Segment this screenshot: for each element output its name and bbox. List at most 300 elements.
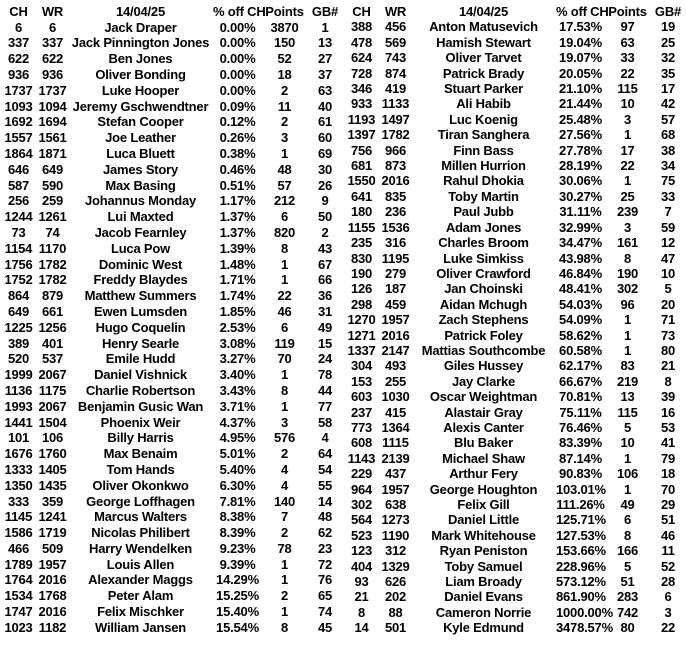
cell: Toby Martin bbox=[448, 188, 519, 204]
cell: 1190 bbox=[381, 527, 410, 543]
cell: 43 bbox=[317, 240, 333, 256]
table-row bbox=[0, 414, 343, 430]
cell: 22 bbox=[620, 158, 635, 174]
table-row bbox=[343, 81, 686, 96]
cell: 3.08% bbox=[219, 335, 256, 351]
cell: 0.12% bbox=[219, 114, 256, 130]
cell: 337 bbox=[7, 35, 30, 51]
cell: Toby Samuel bbox=[444, 558, 523, 574]
cell: 18 bbox=[660, 466, 676, 482]
cell: 1864 bbox=[4, 145, 33, 161]
cell: 1094 bbox=[38, 98, 67, 114]
cell: 90.83% bbox=[559, 466, 602, 482]
cell: 1.37% bbox=[219, 209, 256, 225]
table-row bbox=[0, 241, 343, 257]
cell: 936 bbox=[41, 66, 64, 82]
cell: 401 bbox=[41, 335, 64, 351]
cell: 333 bbox=[7, 493, 30, 509]
cell: 590 bbox=[41, 177, 64, 193]
cell: 52 bbox=[660, 558, 676, 574]
cell: 180 bbox=[350, 204, 373, 220]
cell: 8 bbox=[280, 382, 289, 398]
cell: 1782 bbox=[38, 256, 67, 272]
cell: Max Basing bbox=[105, 177, 176, 193]
cell: 28.19% bbox=[559, 158, 602, 174]
table-row bbox=[0, 304, 343, 320]
cell: 30.27% bbox=[559, 188, 602, 204]
table-row bbox=[0, 493, 343, 509]
cell: 6 bbox=[280, 209, 289, 225]
cell: 1789 bbox=[4, 556, 33, 572]
cell: 51 bbox=[620, 574, 635, 590]
cell: 1747 bbox=[4, 604, 33, 620]
cell: 415 bbox=[384, 404, 407, 420]
cell: 1271 bbox=[347, 327, 376, 343]
cell: 622 bbox=[7, 51, 30, 67]
table-row bbox=[343, 451, 686, 466]
cell: 140 bbox=[273, 493, 296, 509]
cell: 22 bbox=[660, 620, 676, 636]
cell: 40 bbox=[317, 98, 333, 114]
cell: 24 bbox=[317, 351, 333, 367]
cell: 4 bbox=[280, 461, 289, 477]
cell: Charles Broom bbox=[438, 235, 529, 251]
cell: 0.00% bbox=[219, 35, 256, 51]
cell: 7 bbox=[280, 509, 289, 525]
cell: 55 bbox=[317, 477, 333, 493]
cell: 161 bbox=[616, 235, 639, 251]
cell: 19.04% bbox=[559, 34, 602, 50]
table-row bbox=[0, 35, 343, 51]
cell: 1195 bbox=[381, 250, 410, 266]
cell: 0.00% bbox=[219, 19, 256, 35]
cell: 17.53% bbox=[559, 19, 602, 35]
cell: 25 bbox=[660, 34, 676, 50]
cell: 509 bbox=[41, 540, 64, 556]
table-row bbox=[343, 328, 686, 343]
cell: 419 bbox=[384, 81, 407, 97]
column-header-gb-: GB# bbox=[311, 4, 339, 19]
table-row bbox=[343, 297, 686, 312]
cell: 153 bbox=[350, 373, 373, 389]
cell: 54.09% bbox=[559, 312, 602, 328]
cell: 15.40% bbox=[216, 604, 259, 620]
cell: Dominic West bbox=[98, 256, 183, 272]
cell: 1 bbox=[623, 327, 632, 343]
cell: 1782 bbox=[381, 127, 410, 143]
cell: 49 bbox=[317, 319, 333, 335]
cell: 1756 bbox=[4, 256, 33, 272]
cell: 65 bbox=[317, 588, 333, 604]
table-row bbox=[343, 405, 686, 420]
cell: 624 bbox=[350, 50, 373, 66]
table-row bbox=[343, 266, 686, 281]
table-row bbox=[343, 389, 686, 404]
table-row bbox=[343, 281, 686, 296]
cell: 38 bbox=[660, 142, 676, 158]
cell: 66 bbox=[317, 272, 333, 288]
cell: 19 bbox=[660, 19, 676, 35]
cell: 6.30% bbox=[219, 477, 256, 493]
cell: 58 bbox=[317, 414, 333, 430]
cell: 1534 bbox=[4, 588, 33, 604]
cell: 2139 bbox=[381, 450, 410, 466]
cell: 202 bbox=[384, 589, 407, 605]
cell: 47 bbox=[660, 250, 676, 266]
cell: 62.17% bbox=[559, 358, 602, 374]
table-row bbox=[0, 462, 343, 478]
cell: 15 bbox=[317, 335, 333, 351]
cell: 638 bbox=[384, 497, 407, 512]
cell: 83 bbox=[620, 358, 635, 374]
cell: Oliver Bonding bbox=[95, 66, 186, 82]
cell: 459 bbox=[384, 296, 407, 312]
cell: 58.62% bbox=[559, 327, 602, 343]
table-row bbox=[0, 320, 343, 336]
cell: 302 bbox=[616, 281, 639, 297]
cell: 8 bbox=[280, 619, 289, 635]
table-row bbox=[343, 235, 686, 250]
cell: 1957 bbox=[38, 556, 67, 572]
cell: 773 bbox=[350, 419, 373, 435]
cell: 2 bbox=[280, 525, 289, 541]
table-row bbox=[343, 358, 686, 373]
cell: 1170 bbox=[38, 240, 67, 256]
cell: 150 bbox=[273, 35, 296, 51]
cell: 1136 bbox=[4, 382, 33, 398]
table-row bbox=[343, 605, 686, 620]
table-row bbox=[343, 19, 686, 34]
cell: 835 bbox=[384, 188, 407, 204]
cell: 5 bbox=[623, 419, 632, 435]
cell: 111.26% bbox=[556, 497, 605, 512]
cell: 27.56% bbox=[559, 127, 602, 143]
cell: 37 bbox=[317, 66, 333, 82]
cell: 3870 bbox=[270, 19, 299, 35]
table-row bbox=[0, 509, 343, 525]
table-row bbox=[343, 173, 686, 188]
table-row bbox=[0, 98, 343, 114]
column-header-14-04-25: 14/04/25 bbox=[115, 4, 165, 19]
cell: 35 bbox=[660, 65, 676, 81]
cell: 2 bbox=[280, 82, 289, 98]
cell: 48.41% bbox=[559, 281, 602, 297]
cell: Felix Mischker bbox=[97, 604, 184, 620]
cell: 3.40% bbox=[219, 367, 256, 383]
cell: 1760 bbox=[38, 446, 67, 462]
cell: 31.11% bbox=[559, 204, 602, 220]
cell: Harry Wendelken bbox=[89, 540, 192, 556]
cell: 864 bbox=[7, 288, 30, 304]
cell: 21.44% bbox=[559, 96, 602, 112]
cell: 106 bbox=[41, 430, 64, 446]
cell: 2 bbox=[321, 224, 329, 240]
cell: 3478.57% bbox=[556, 620, 613, 636]
cell: 830 bbox=[350, 250, 373, 266]
cell: 61 bbox=[317, 114, 333, 130]
cell: 10 bbox=[620, 435, 635, 451]
table-row bbox=[343, 143, 686, 158]
cell: 0.38% bbox=[219, 145, 256, 161]
cell: Kyle Edmund bbox=[443, 620, 524, 636]
column-header--off-ch: % off CH bbox=[556, 4, 609, 19]
cell: 5 bbox=[623, 558, 632, 574]
table-row bbox=[0, 335, 343, 351]
cell: 681 bbox=[350, 158, 373, 174]
table-row bbox=[0, 130, 343, 146]
table-row bbox=[343, 574, 686, 589]
cell: 1.37% bbox=[219, 224, 256, 240]
cell: 43.98% bbox=[559, 250, 602, 266]
cell: Felix Gill bbox=[457, 497, 510, 512]
cell: 936 bbox=[7, 66, 30, 82]
cell: 1405 bbox=[38, 461, 67, 477]
cell: Marcus Walters bbox=[94, 509, 187, 525]
cell: Matthew Summers bbox=[84, 288, 197, 304]
cell: 12 bbox=[660, 235, 676, 251]
cell: 62 bbox=[317, 525, 333, 541]
cell: 964 bbox=[350, 481, 373, 497]
cell: 25.48% bbox=[559, 111, 602, 127]
cell: 5.40% bbox=[219, 461, 256, 477]
cell: Blu Baker bbox=[454, 435, 513, 451]
cell: 1000.00% bbox=[556, 604, 613, 620]
cell: 11 bbox=[661, 543, 675, 559]
cell: 22 bbox=[277, 288, 292, 304]
cell: 1.71% bbox=[219, 272, 256, 288]
cell: 10 bbox=[620, 96, 635, 112]
cell: 76 bbox=[317, 572, 333, 588]
cell: 20 bbox=[660, 296, 676, 312]
cell: Zach Stephens bbox=[438, 312, 529, 328]
cell: 101 bbox=[7, 430, 30, 446]
cell: 64 bbox=[317, 446, 333, 462]
rankings-table-right bbox=[343, 4, 686, 636]
cell: Jan Choinski bbox=[444, 281, 523, 297]
cell: 67 bbox=[317, 256, 333, 272]
header-row bbox=[343, 4, 686, 19]
cell: Lui Maxted bbox=[107, 209, 174, 225]
cell: 1 bbox=[280, 367, 289, 383]
table-row bbox=[343, 420, 686, 435]
cell: 80 bbox=[620, 620, 635, 636]
cell: 587 bbox=[7, 177, 30, 193]
cell: 2016 bbox=[381, 327, 410, 343]
cell: Benjamin Gusic Wan bbox=[77, 398, 204, 414]
column-header-points: Points bbox=[608, 4, 647, 19]
cell: 626 bbox=[384, 574, 407, 590]
column-header-wr: WR bbox=[41, 4, 64, 19]
cell: 228.96% bbox=[556, 558, 606, 574]
cell: Luca Pow bbox=[110, 240, 171, 256]
cell: William Jansen bbox=[94, 619, 186, 635]
cell: 1536 bbox=[381, 219, 410, 235]
cell: 123 bbox=[350, 543, 373, 559]
cell: 3.43% bbox=[219, 382, 256, 398]
cell: 1 bbox=[280, 604, 289, 620]
cell: 74 bbox=[45, 224, 60, 240]
cell: Max Benaim bbox=[103, 446, 178, 462]
table-row bbox=[343, 528, 686, 543]
cell: 1 bbox=[280, 272, 289, 288]
cell: Mattias Southcombe bbox=[421, 342, 546, 358]
cell: 456 bbox=[384, 19, 407, 35]
cell: 537 bbox=[41, 351, 64, 367]
cell: 1435 bbox=[38, 477, 67, 493]
table-row bbox=[0, 225, 343, 241]
cell: 1 bbox=[280, 572, 289, 588]
cell: 1143 bbox=[347, 450, 376, 466]
table-row bbox=[0, 193, 343, 209]
cell: 87.14% bbox=[559, 450, 602, 466]
table-row bbox=[343, 435, 686, 450]
cell: 125.71% bbox=[556, 512, 606, 528]
table-row bbox=[343, 620, 686, 635]
cell: 13 bbox=[317, 35, 333, 51]
cell: 1561 bbox=[38, 130, 67, 146]
cell: 861.90% bbox=[556, 589, 606, 605]
table-row bbox=[0, 399, 343, 415]
cell: 389 bbox=[7, 335, 30, 351]
cell: Ewen Lumsden bbox=[94, 303, 187, 319]
cell: James Story bbox=[102, 161, 179, 177]
cell: 57 bbox=[277, 177, 292, 193]
cell: Liam Broady bbox=[445, 574, 522, 590]
cell: 77 bbox=[317, 398, 333, 414]
cell: 5 bbox=[664, 281, 672, 297]
table-row bbox=[0, 620, 343, 636]
cell: 1030 bbox=[381, 389, 410, 405]
cell: 3 bbox=[664, 604, 672, 620]
cell: 27 bbox=[317, 51, 333, 67]
cell: 622 bbox=[41, 51, 64, 67]
cell: 17 bbox=[620, 142, 635, 158]
table-row bbox=[343, 251, 686, 266]
table-row bbox=[0, 162, 343, 178]
cell: 119 bbox=[274, 335, 295, 351]
cell: Rahul Dhokia bbox=[443, 173, 524, 189]
cell: 2.53% bbox=[219, 319, 256, 335]
cell: 1270 bbox=[347, 312, 376, 328]
cell: 59 bbox=[660, 219, 676, 235]
cell: 4 bbox=[321, 430, 329, 446]
cell: George Houghton bbox=[429, 481, 538, 497]
cell: 8 bbox=[623, 527, 632, 543]
table-row bbox=[343, 559, 686, 574]
cell: 1.39% bbox=[219, 240, 256, 256]
cell: 283 bbox=[616, 589, 639, 605]
cell: Jack Draper bbox=[104, 19, 177, 35]
cell: 478 bbox=[350, 34, 373, 50]
cell: 75 bbox=[660, 173, 676, 189]
cell: 34.47% bbox=[559, 235, 602, 251]
cell: Alexander Maggs bbox=[88, 572, 193, 588]
cell: Jay Clarke bbox=[451, 373, 516, 389]
column-header-ch: CH bbox=[352, 4, 371, 19]
cell: 316 bbox=[384, 235, 407, 251]
cell: Luca Bluett bbox=[106, 145, 175, 161]
cell: 8 bbox=[664, 373, 672, 389]
table-row bbox=[343, 466, 686, 481]
column-header-ch: CH bbox=[9, 4, 28, 19]
cell: 1676 bbox=[4, 446, 33, 462]
cell: 8.38% bbox=[219, 509, 256, 525]
cell: 1329 bbox=[381, 558, 410, 574]
cell: 49 bbox=[620, 497, 635, 512]
cell: Giles Hussey bbox=[443, 358, 524, 374]
cell: 1871 bbox=[38, 145, 67, 161]
cell: 1154 bbox=[4, 240, 33, 256]
table-row bbox=[343, 112, 686, 127]
table-row bbox=[343, 96, 686, 111]
table-row bbox=[0, 272, 343, 288]
cell: 608 bbox=[350, 435, 373, 451]
cell: 1993 bbox=[4, 398, 33, 414]
cell: 5.01% bbox=[219, 446, 256, 462]
cell: Paul Jubb bbox=[453, 204, 514, 220]
table-row bbox=[0, 114, 343, 130]
cell: 13 bbox=[620, 389, 635, 405]
cell: 0.00% bbox=[219, 51, 256, 67]
cell: 437 bbox=[384, 466, 407, 482]
cell: George Loffhagen bbox=[86, 493, 195, 509]
cell: 1 bbox=[623, 481, 632, 497]
cell: 11 bbox=[277, 98, 292, 114]
cell: 18 bbox=[277, 66, 292, 82]
cell: 1093 bbox=[4, 98, 33, 114]
cell: Oliver Tarvet bbox=[445, 50, 522, 66]
cell: 44 bbox=[317, 382, 333, 398]
cell: Louis Allen bbox=[106, 556, 175, 572]
cell: 239 bbox=[616, 204, 639, 220]
cell: 337 bbox=[41, 35, 64, 51]
cell: 229 bbox=[350, 466, 373, 482]
table-row bbox=[343, 35, 686, 50]
table-row bbox=[343, 66, 686, 81]
table-row bbox=[0, 177, 343, 193]
cell: 21 bbox=[354, 589, 369, 605]
cell: 187 bbox=[384, 281, 407, 297]
cell: 48 bbox=[277, 161, 292, 177]
cell: 255 bbox=[384, 373, 407, 389]
cell: 21.10% bbox=[559, 81, 602, 97]
column-header--off-ch: % off CH bbox=[213, 4, 266, 19]
cell: Freddy Blaydes bbox=[93, 272, 188, 288]
cell: 8 bbox=[357, 604, 366, 620]
table-row bbox=[0, 351, 343, 367]
cell: Luke Hooper bbox=[101, 82, 180, 98]
cell: Emile Hudd bbox=[105, 351, 176, 367]
cell: Luke Simkiss bbox=[443, 250, 524, 266]
cell: 756 bbox=[350, 142, 373, 158]
cell: Millen Hurrion bbox=[441, 158, 526, 174]
table-row bbox=[0, 67, 343, 83]
cell: 52 bbox=[277, 51, 292, 67]
cell: 256 bbox=[7, 193, 30, 209]
cell: 1256 bbox=[38, 319, 67, 335]
cell: 1692 bbox=[4, 114, 33, 130]
cell: Daniel Evans bbox=[444, 589, 523, 605]
header-row bbox=[0, 4, 343, 19]
cell: 71 bbox=[660, 312, 676, 328]
cell: 304 bbox=[350, 358, 373, 374]
cell: 523 bbox=[350, 527, 373, 543]
cell: Patrick Brady bbox=[442, 65, 525, 81]
cell: Alastair Gray bbox=[444, 404, 523, 420]
cell: 53 bbox=[660, 419, 676, 435]
cell: 2067 bbox=[38, 398, 67, 414]
cell: 42 bbox=[660, 96, 676, 112]
